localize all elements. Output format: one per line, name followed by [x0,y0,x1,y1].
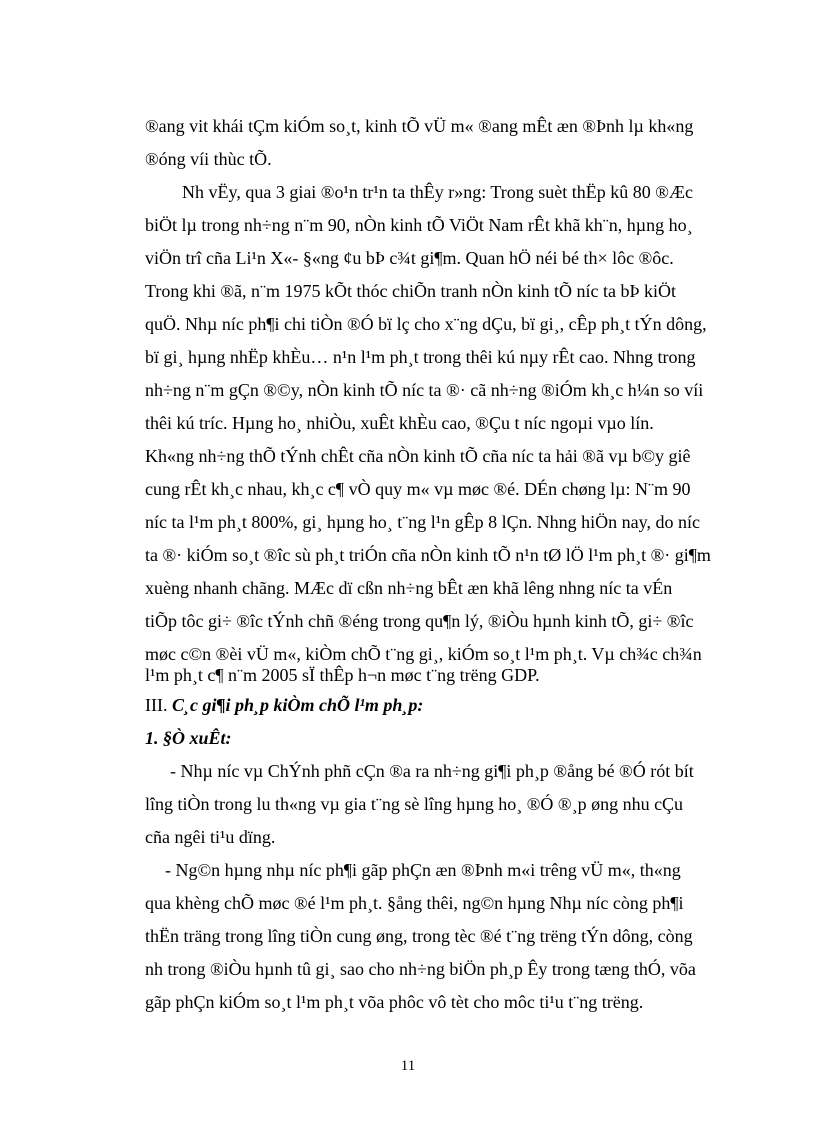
text-line: l¹m ph¸t c¶ n¨m 2005 sÏ thÊp h¬n møc t¨ng trëng GDP. [145,665,540,685]
text-line: Trong khi ®ã, n¨m 1975 kÕt thóc chiÕn tranh nÒn kinh tÕ níc ta bÞ kiÖt [145,281,676,301]
text-line: nh÷ng n¨m gÇn ®©y, nÒn kinh tÕ níc ta ®· cã nh÷ng ®iÓm kh¸c h¼n so víi [145,380,704,400]
text-line: thËn träng trong lîng tiÒn cung øng, trong tèc ®é t¨ng trëng tÝn dông, còng [145,926,693,946]
text-line: bï gi¸ hµng nhËp khÈu… n¹n l¹m ph¸t trong thêi kú nµy rÊt cao. Nhng trong [145,347,696,367]
page-number: 11 [400,1058,416,1074]
text-line: Nh vËy, qua 3 giai ®o¹n tr¹n ta thÊy r»ng: Trong suèt thËp kû 80 ®Æc [182,182,693,202]
text-line: ®óng víi thùc tÕ. [145,149,272,169]
text-line: - Nhµ níc vµ ChÝnh phñ cÇn ®a ra nh÷ng gi¶i ph¸p ®ång bé ®Ó rót bít [170,761,694,781]
section-heading [145,694,816,716]
text-line: lîng tiÒn trong lu th«ng vµ gia t¨ng sè lîng hµng ho¸ ®Ó ®¸p øng nhu cÇu [145,794,684,814]
text-line: biÖt lµ trong nh÷ng n¨m 90, nÒn kinh tÕ ViÖt Nam rÊt khã kh¨n, hµng ho¸ [145,215,693,235]
text-line: qua khèng chÕ møc ®é l¹m ph¸t. §ång thêi, ng©n hµng Nhµ níc còng ph¶i [145,893,684,913]
text-line: xuèng nhanh chãng. MÆc dï cßn nh÷ng bÊt æn khã lêng nhng níc ta vÉn [145,578,673,598]
section-number: III. [145,695,168,715]
text-line: - Ng©n hµng nhµ níc ph¶i gãp phÇn æn ®Þnh m«i trêng vÜ m«, th«ng [165,860,681,880]
text-line: cña ngêi ti¹u dïng. [145,827,276,847]
section-title: C¸c gi¶i ph¸p kiÒm chÕ l¹m ph¸p: [171,695,424,715]
text-line: nh trong ®iÒu hµnh tû gi¸ sao cho nh÷ng biÖn ph¸p Êy trong tæng thÓ, võa [145,959,696,979]
text-line: quÖ. Nhµ níc ph¶i chi tiÒn ®Ó bï lç cho x¨ng dÇu, bï gi¸, cÊp ph¸t tÝn dông, [145,314,707,334]
text-line: gãp phÇn kiÓm so¸t l¹m ph¸t võa phôc vô tèt cho môc ti¹u t¨ng trëng. [145,992,644,1012]
text-line: møc c©n ®èi vÜ m«, kiÒm chÕ t¨ng gi¸, kiÓm so¸t l¹m ph¸t. Vµ ch¾c ch¾n [145,644,702,664]
text-line: thêi kú tríc. Hµng ho¸ nhiÒu, xuÊt khÈu cao, ®Çu t níc ngoµi vµo lín. [145,413,654,433]
text-line: tiÕp tôc gi÷ ®îc tÝnh chñ ®éng trong qu¶n lý, ®iÒu hµnh kinh tÕ, gi÷ ®îc [145,611,694,631]
text-line: cung rÊt kh¸c nhau, kh¸c c¶ vÒ quy m« vµ møc ®é. DÉn chøng lµ: N¨m 90 [145,479,691,499]
subsection-heading: 1. §Ò xuÊt: [145,728,232,748]
text-line: ta ®· kiÓm so¸t ®îc sù ph¸t triÓn cña nÒn kinh tÕ n¹n tØ lÖ l¹m ph¸t ®· gi¶m [145,545,711,565]
text-line: Kh«ng nh÷ng thÕ tÝnh chÊt cña nÒn kinh tÕ cña níc ta hải ®ã vµ b©y giê [145,446,691,466]
text-line: níc ta l¹m ph¸t 800%, gi¸ hµng ho¸ t¨ng l¹n gÊp 8 lÇn. Nhng hiÖn nay, do níc [145,512,700,532]
text-line: ®ang vit khái tÇm kiÓm so¸t, kinh tÕ vÜ m« ®ang mÊt æn ®Þnh lµ kh«ng [145,116,694,136]
text-line: viÖn trî cña Li¹n X«- §«ng ¢u bÞ c¾t gi¶m. Quan hÖ néi bé th× lôc ®ôc. [145,248,674,268]
